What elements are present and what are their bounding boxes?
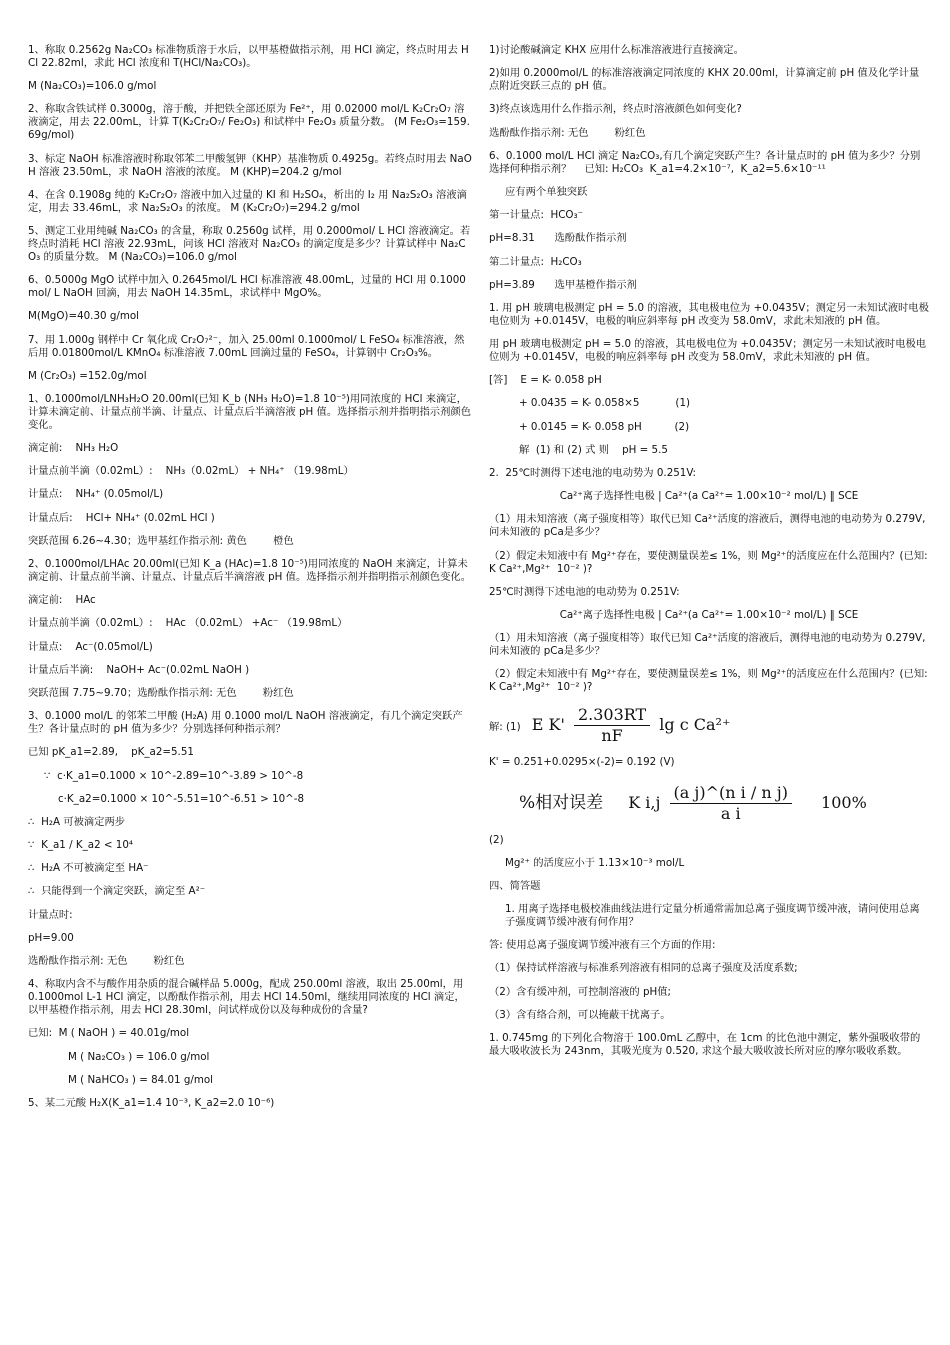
right-main-text bbox=[489, 44, 929, 694]
right-text-line: 25℃时测得下述电池的电动势为 0.251V: bbox=[489, 585, 680, 598]
right-text-line: + 0.0435 = K- 0.058×5 (1) bbox=[519, 397, 691, 410]
nernst-left: E K' bbox=[531, 714, 565, 734]
left-text-line: 2、称取含铁试样 0.3000g，溶于酸，并把铁全部还原为 Fe²⁺，用 0.02000 mol/L K₂Cr₂O₇ 溶液滴定，用去 22.00mL，计算 T(K₂Cr₂O₇/ Fe₂O₃) 和试样中 Fe₂O₃ 质量分数。 (M Fe₂O₃=159.69g/mol) bbox=[28, 103, 470, 142]
left-text-line: M ( Na₂CO₃ ) = 106.0 g/mol bbox=[68, 1050, 210, 1063]
left-text-line: 3、标定 NaOH 标准溶液时称取邻苯二甲酸氢钾（KHP）基准物质 0.4925g。若终点时用去 NaOH 溶液 23.50mL，求 NaOH 溶液的浓度。 M (KHP)=204.2 g/mol bbox=[28, 152, 472, 178]
right-text-line: 第一计量点: HCO₃⁻ bbox=[489, 209, 584, 222]
left-text-line: 1、0.1000mol/LNH₃H₂O 20.00ml(已知 K_b (NH₃ H₂O)=1.8 10⁻⁵)用同浓度的 HCl 来滴定，计算未滴定前、计量点前半滴、计量点、计量点后半滴溶液 pH 值。选择指示剂并指明指示剂颜色变化。 bbox=[28, 392, 471, 431]
kprime-line: K' = 0.251+0.0295×(-2)= 0.192 (V) bbox=[489, 755, 675, 768]
left-text-line: 计量点后半滴: NaOH+ Ac⁻(0.02mL NaOH ) bbox=[28, 663, 250, 676]
nernst-fraction bbox=[574, 705, 650, 746]
left-text-line: ∴ 只能得到一个滴定突跃，滴定至 A²⁻ bbox=[28, 885, 206, 898]
left-text-line: 3、0.1000 mol/L 的邻苯二甲酸 (H₂A) 用 0.1000 mol/L NaOH 溶液滴定，有几个滴定突跃产生？各计量点时的 pH 值为多少？分别选择何种指示剂？ bbox=[28, 710, 463, 736]
right-text-line: 1. 用 pH 玻璃电极测定 pH = 5.0 的溶液，其电极电位为 +0.0435V；测定另一未知试液时电极电位则为 +0.0145V，电极的响应斜率每 pH 改变为 58.0mV，求此未知液的 pH 值。 bbox=[489, 301, 929, 327]
left-text-line: 已知 pK_a1=2.89, pK_a2=5.51 bbox=[28, 746, 194, 759]
right-text-line: 1)讨论酸碱滴定 KHX 应用什么标准溶液进行直接滴定。 bbox=[489, 44, 744, 56]
right-tail-line: （1）保持试样溶液与标准系列溶液有相同的总离子强度及活度系数; bbox=[489, 962, 798, 975]
right-text-line: 2. 25℃时测得下述电池的电动势为 0.251V: bbox=[489, 467, 697, 479]
error-formula bbox=[489, 783, 929, 824]
right-text-line: （2）假定未知液中有 Mg²⁺存在，要使测量误差≤ 1%，则 Mg²⁺的活度应在什么范围内？(已知: K Ca²⁺,Mg²⁺ 10⁻² )? bbox=[489, 668, 931, 694]
right-text-line: 第二计量点: H₂CO₃ bbox=[489, 255, 582, 268]
left-text-line: 2、0.1000mol/LHAc 20.00ml(已知 K_a (HAc)=1.8 10⁻⁵)用同浓度的 NaOH 来滴定，计算未滴定前、计量点前半滴、计量点、计量点后半滴溶液 pH 值。选择指示剂并指明指示剂颜色变化。 bbox=[28, 558, 471, 583]
left-text-line: 4、称取内含不与酸作用杂质的混合碱样品 5.000g，配成 250.00ml 溶液，取出 25.00ml，用 0.1000mol L-1 HCl 滴定，以酚酞作指示剂，用去 HCl 14.50ml，继续用同浓度的 HCl 滴定，以甲基橙作指示剂，用去 HCl 28.30ml，问试样成份以及每种成份的含量? bbox=[28, 978, 467, 1017]
error-tail: 100% bbox=[821, 792, 867, 812]
left-text-line: M(MgO)=40.30 g/mol bbox=[28, 310, 140, 323]
left-text-line: 滴定前: NH₃ H₂O bbox=[28, 442, 119, 455]
left-text-line: 4、在含 0.1908g 纯的 K₂Cr₂O₇ 溶液中加入过量的 KI 和 H₂SO₄，析出的 I₂ 用 Na₂S₂O₃ 溶液滴定，用去 33.46mL，求 Na₂S₂O₃ 的浓度。 M (K₂Cr₂O₇)=294.2 g/mol bbox=[28, 188, 467, 214]
left-text-line: M (Na₂CO₃)=106.0 g/mol bbox=[28, 80, 157, 93]
left-column bbox=[28, 44, 472, 1120]
left-text-line: ∵ c·K_a1=0.1000 × 10^-2.89=10^-3.89 > 10^-8 bbox=[44, 769, 304, 782]
right-text-line: （1）用未知溶液（离子强度相等）取代已知 Ca²⁺活度的溶液后，测得电池的电动势为 0.279V,问未知液的 pCa是多少？ bbox=[489, 513, 926, 539]
right-text-line: 应有两个单独突跃 bbox=[505, 185, 588, 198]
left-text-line: 7、用 1.000g 钢样中 Cr 氧化成 Cr₂O₇²⁻，加入 25.00ml 0.1000mol/ L FeSO₄ 标准溶液，然后用 0.01800mol/L KMnO₄ 标准溶液 7.00mL 回滴过量的 FeSO₄，计算钢中 Cr₂O₃%。 bbox=[28, 333, 465, 359]
right-text-line: （1）用未知溶液（离子强度相等）取代已知 Ca²⁺活度的溶液后，测得电池的电动势为 0.279V,问未知液的 pCa是多少？ bbox=[489, 632, 926, 658]
left-text-line: M (Cr₂O₃) =152.0g/mol bbox=[28, 369, 147, 382]
error-label: %相对误差 bbox=[519, 792, 604, 813]
left-text-line: 选酚酞作指示剂: 无色 粉红色 bbox=[28, 955, 185, 967]
error-numerator: (a j)^(n i / n j) bbox=[670, 783, 792, 804]
right-tail-line: （3）含有络合剂，可以掩蔽干扰离子。 bbox=[489, 1008, 671, 1021]
left-text-line: 计量点前半滴（0.02mL）: HAc （0.02mL） +Ac⁻ （19.98mL） bbox=[28, 617, 348, 630]
right-text-line: 2)如用 0.2000mol/L 的标准溶液滴定同浓度的 KHX 20.00ml，计算滴定前 pH 值及化学计量点附近突跃三点的 pH 值。 bbox=[489, 67, 920, 93]
left-text-line: 计量点前半滴（0.02mL）: NH₃（0.02mL） + NH₄⁺ （19.98mL） bbox=[28, 465, 354, 478]
left-text-line: ∴ H₂A 不可被滴定至 HA⁻ bbox=[28, 862, 149, 875]
left-text-line: 计量点时: bbox=[28, 908, 73, 921]
left-text-line: 计量点: NH₄⁺ (0.05mol/L) bbox=[28, 488, 164, 501]
left-text-line: 计量点后: HCl+ NH₄⁺ (0.02mL HCl ) bbox=[28, 511, 215, 524]
left-text-line: pH=9.00 bbox=[28, 931, 74, 944]
left-text-line: 已知: M ( NaOH ) = 40.01g/mol bbox=[28, 1027, 190, 1040]
left-text-line: 计量点: Ac⁻(0.05mol/L) bbox=[28, 640, 153, 653]
left-text-line: 1、称取 0.2562g Na₂CO₃ 标准物质溶于水后，以甲基橙做指示剂，用 HCl 滴定，终点时用去 HCl 22.82ml，求此 HCl 浓度和 T(HCl/Na₂CO₃)。 bbox=[28, 44, 469, 69]
solution-label: 解: (1) bbox=[489, 720, 521, 733]
right-tail-line: 1. 0.745mg 的下列化合物溶于 100.0mL 乙醇中，在 1cm 的比色池中测定，紫外强吸收带的最大吸收波长为 243nm，其吸光度为 0.520, 求这个最大吸收波长所对应的摩尔吸收系数。 bbox=[489, 1032, 921, 1057]
left-text-line: 5、某二元酸 H₂X(K_a1=1.4 10⁻³, K_a2=2.0 10⁻⁶) bbox=[28, 1096, 275, 1109]
right-text-line: 用 pH 玻璃电极测定 pH = 5.0 的溶液，其电极电位为 +0.0435V；测定另一未知试液时电极电位则为 +0.0145V，电极的响应斜率每 pH 改变为 58.0mV，求此未知液的 pH 值。 bbox=[489, 338, 927, 364]
right-text-line: Ca²⁺离子选择性电极 | Ca²⁺(a Ca²⁺= 1.00×10⁻² mol/L) ‖ SCE bbox=[559, 608, 859, 621]
right-text-line: 6、0.1000 mol/L HCl 滴定 Na₂CO₃,有几个滴定突跃产生？各计量点时的 pH 值为多少？分别选择何种指示剂？ 已知: H₂CO₃ K_a1=4.2×10⁻⁷, K_a2=5.6×10⁻¹¹ bbox=[489, 149, 921, 175]
right-text-line: pH=3.89 选甲基橙作指示剂 bbox=[489, 278, 637, 291]
right-text-line: [答] E = K- 0.058 pH bbox=[489, 374, 602, 387]
right-text-line: 解 (1) 和 (2) 式 则 pH = 5.5 bbox=[519, 443, 668, 456]
right-tail-line: Mg²⁺ 的活度应小于 1.13×10⁻³ mol/L bbox=[505, 856, 685, 869]
right-text-line: pH=8.31 选酚酞作指示剂 bbox=[489, 232, 627, 245]
left-text-line: M ( NaHCO₃ ) = 84.01 g/mol bbox=[68, 1073, 214, 1086]
error-k: K i,j bbox=[628, 792, 661, 812]
left-text-line: 突跃范围 6.26~4.30；选甲基红作指示剂: 黄色 橙色 bbox=[28, 534, 294, 547]
right-tail-line: 四、简答题 bbox=[489, 879, 541, 892]
left-text-line: 5、测定工业用纯碱 Na₂CO₃ 的含量，称取 0.2560g 试样，用 0.2000mol/ L HCl 溶液滴定。若终点时消耗 HCl 溶液 22.93mL，问该 HCl 溶液对 Na₂CO₃ 的滴定度是多少？计算试样中 Na₂CO₃ 的质量分数。 M (Na₂CO₃)=106.0 g/mol bbox=[28, 224, 471, 263]
right-column bbox=[489, 44, 929, 1068]
left-text-line: ∵ K_a1 / K_a2 < 10⁴ bbox=[28, 839, 134, 852]
right-tail-line: 答: 使用总离子强度调节缓冲液有三个方面的作用: bbox=[489, 939, 716, 952]
right-tail-line: （2）含有缓冲剂，可控制溶液的 pH值; bbox=[489, 985, 672, 998]
nernst-numerator: 2.303RT bbox=[574, 705, 650, 726]
part2-label: (2) bbox=[489, 833, 504, 846]
right-tail-line: 1. 用离子选择电极校准曲线法进行定量分析通常需加总离子强度调节缓冲液，请问使用总离子强度调节缓冲液有何作用？ bbox=[505, 903, 920, 929]
nernst-right: lg c Ca²⁺ bbox=[659, 714, 731, 734]
right-text-line: Ca²⁺离子选择性电极 | Ca²⁺(a Ca²⁺= 1.00×10⁻² mol/L) ‖ SCE bbox=[559, 490, 859, 503]
right-text-line: + 0.0145 = K- 0.058 pH (2) bbox=[519, 420, 690, 433]
right-tail-text bbox=[489, 857, 929, 1058]
left-text-line: ∴ H₂A 可被滴定两步 bbox=[28, 815, 126, 828]
right-text-line: 3)终点该选用什么作指示剂，终点时溶液颜色如何变化? bbox=[489, 103, 742, 116]
left-text-line: 6、0.5000g MgO 试样中加入 0.2645mol/L HCl 标准溶液 48.00mL，过量的 HCl 用 0.1000mol/ L NaOH 回滴，用去 NaOH 14.35mL，求试样中 MgO%。 bbox=[28, 274, 466, 300]
right-text-line: （2）假定未知液中有 Mg²⁺存在，要使测量误差≤ 1%，则 Mg²⁺的活度应在什么范围内？(已知: K Ca²⁺,Mg²⁺ 10⁻² )? bbox=[489, 549, 931, 575]
error-denominator: a i bbox=[720, 803, 741, 823]
nernst-denominator: nF bbox=[601, 725, 623, 745]
error-fraction bbox=[670, 783, 792, 824]
left-text-line: 滴定前: HAc bbox=[28, 594, 96, 607]
left-text-line: 突跃范围 7.75~9.70；选酚酞作指示剂: 无色 粉红色 bbox=[28, 686, 294, 699]
right-text-line: 选酚酞作指示剂: 无色 粉红色 bbox=[489, 126, 646, 139]
nernst-formula bbox=[489, 705, 929, 746]
left-text-line: c·K_a2=0.1000 × 10^-5.51=10^-6.51 > 10^-8 bbox=[58, 792, 305, 805]
